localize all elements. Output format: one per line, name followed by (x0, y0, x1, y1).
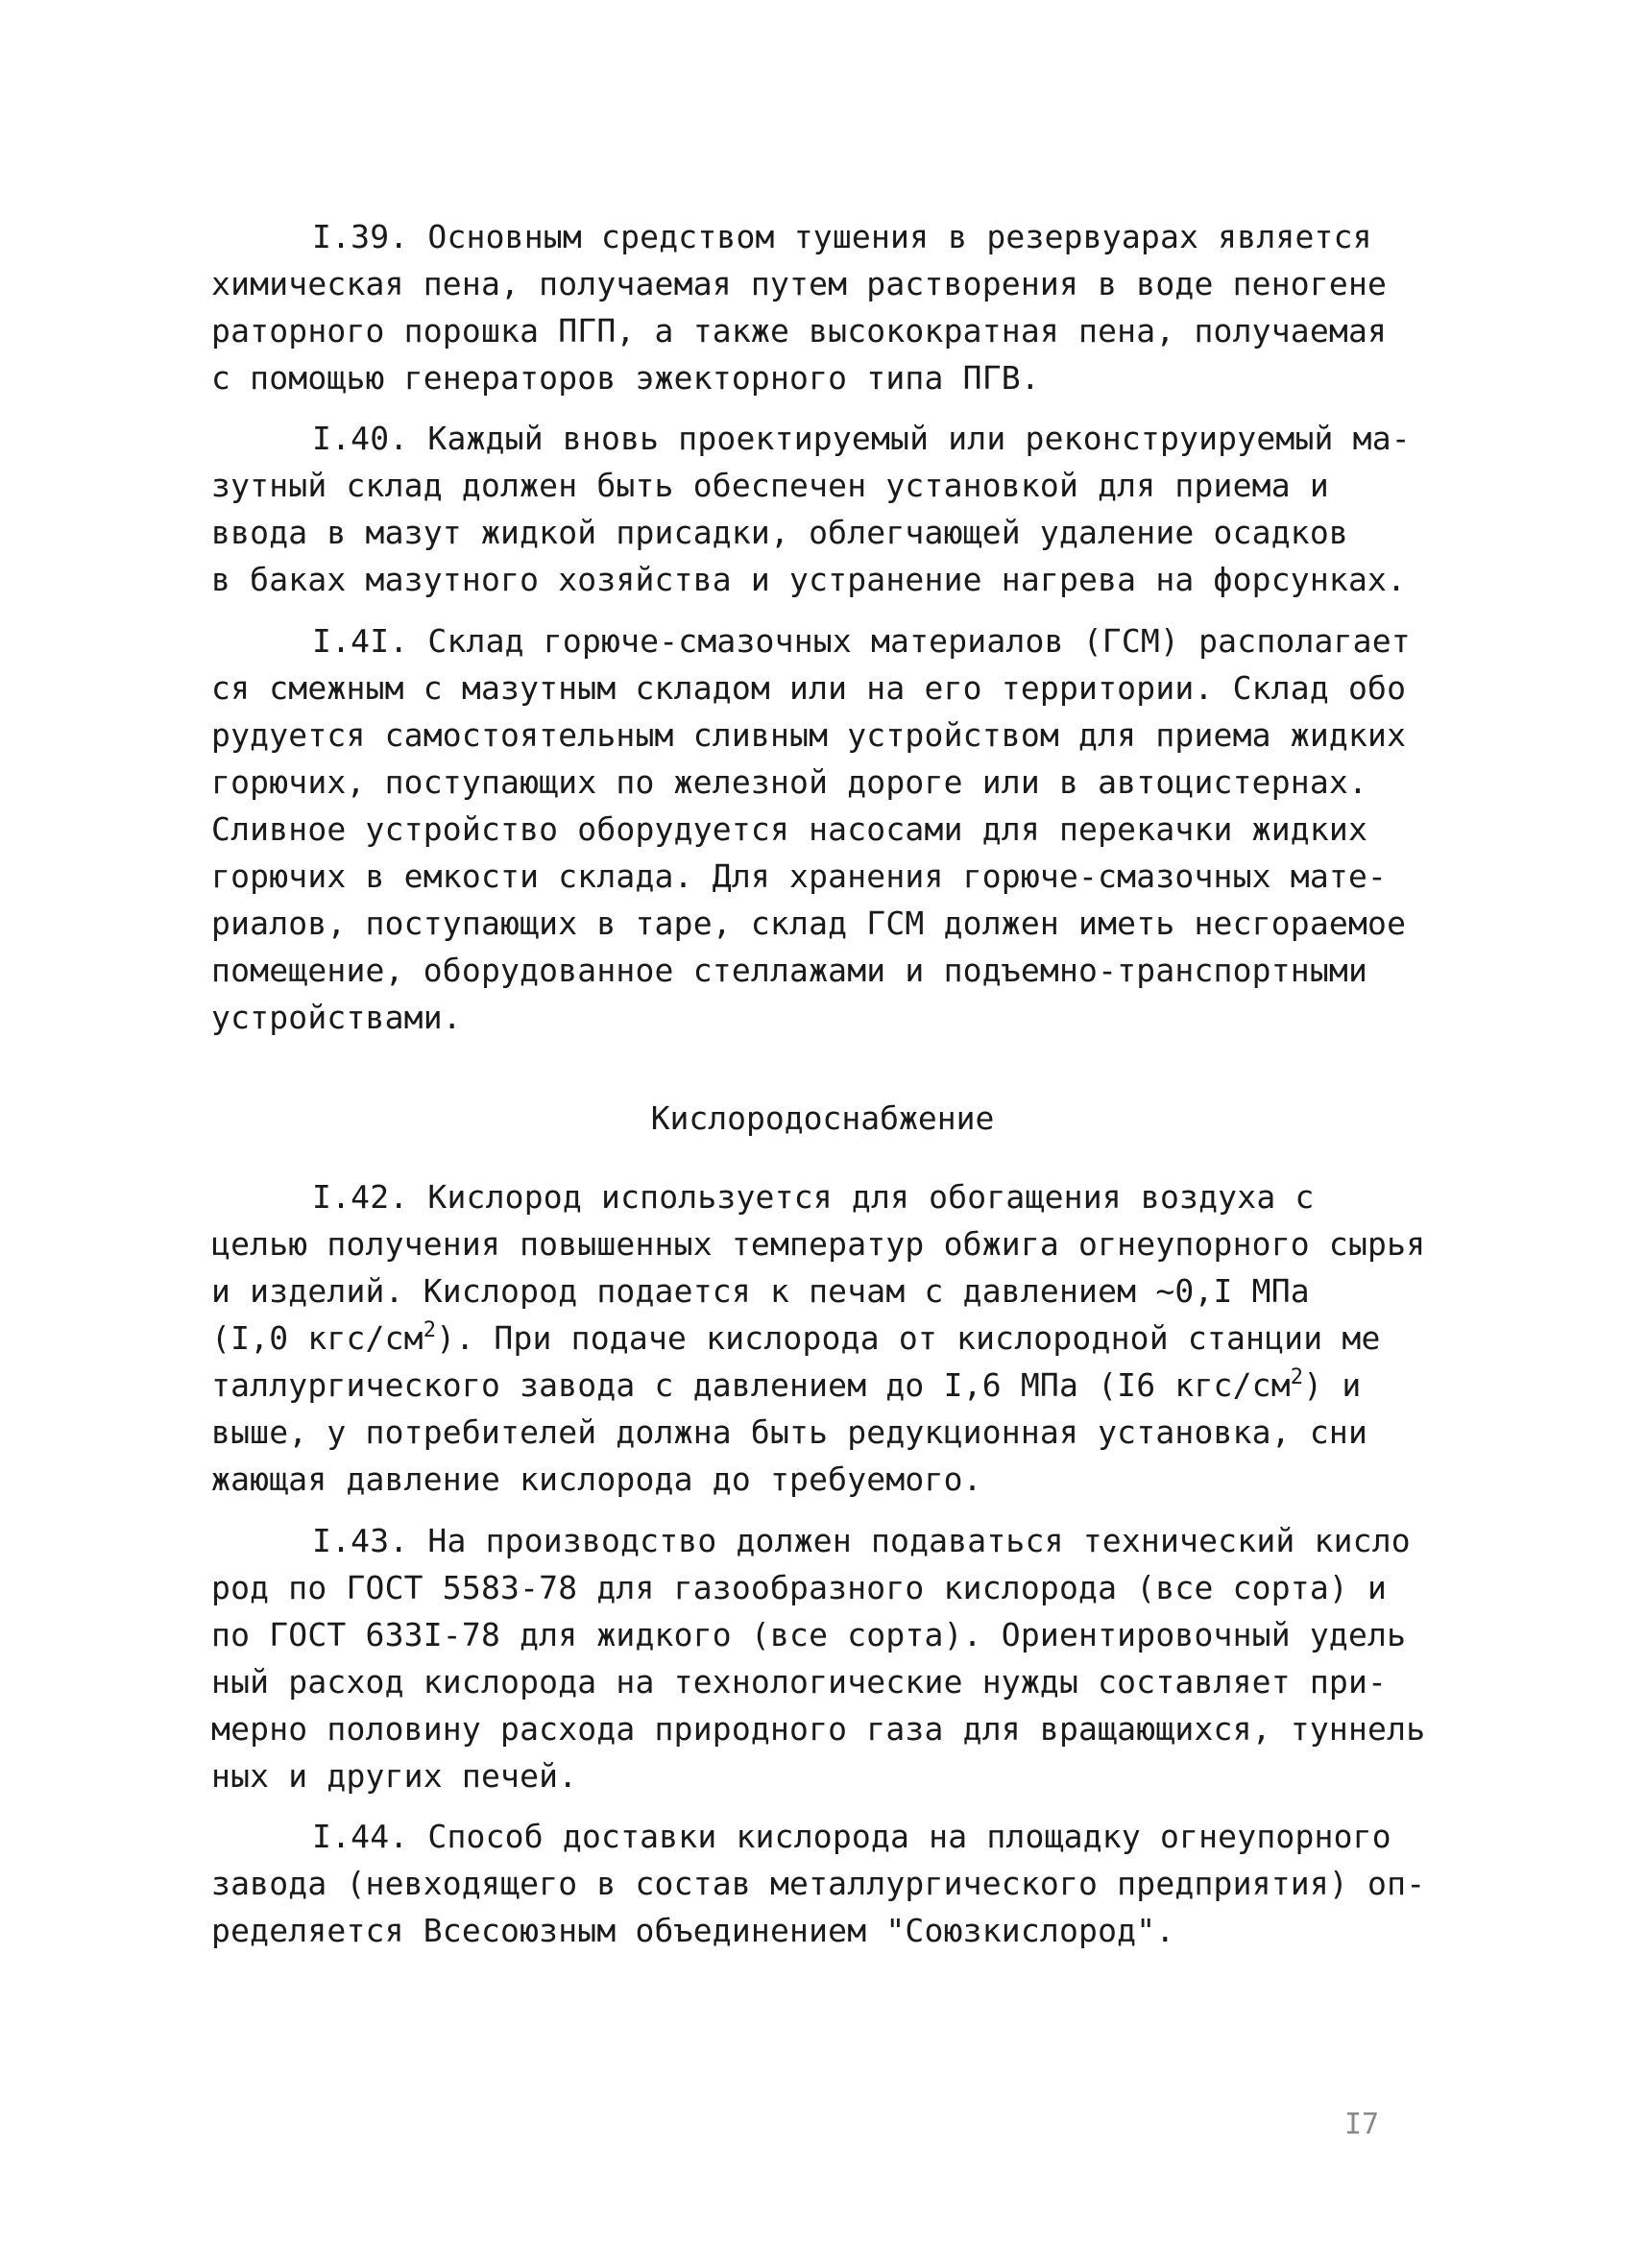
superscript: 2 (423, 1318, 437, 1342)
text-fragment: ) и (1303, 1366, 1362, 1404)
text-fragment: (I,0 кгс/см (211, 1319, 423, 1357)
text-line: I.44. Способ доставки кислорода на площадку огнеупорного (312, 1818, 1391, 1855)
superscript: 2 (1290, 1365, 1304, 1389)
paragraph-1-40 (211, 415, 1421, 603)
text-line: по ГОСТ 633I-78 для жидкого (все сорта). Ориентировочный удель (211, 1616, 1407, 1653)
text-line: устройствами. (211, 999, 462, 1036)
text-line: I.43. На производство должен подаваться технический кисло (312, 1522, 1411, 1559)
text-line: ввода в мазут жидкой присадки, облегчающей удаление осадков (211, 514, 1348, 551)
paragraph-1-42 (211, 1173, 1426, 1503)
paragraph-1-44 (211, 1813, 1426, 1954)
text-line: Сливное устройство оборудуется насосами для перекачки жидких (211, 810, 1368, 848)
page-number: I7 (1344, 2108, 1380, 2141)
text-line: ных и других печей. (211, 1757, 578, 1795)
paragraph-1-39 (211, 213, 1421, 401)
text-line: жающая давление кислорода до требуемого. (211, 1460, 982, 1498)
section-heading: Кислородоснабжение (650, 1099, 995, 1137)
text-line: I.4I. Склад горюче-смазочных материалов (ГСМ) располагает (312, 622, 1411, 660)
text-line: ный расход кислорода на технологические нужды составляет при- (211, 1663, 1388, 1701)
text-line: целью получения повышенных температур обжига огнеупорного сырья (211, 1225, 1426, 1263)
text-line: горючих в емкости склада. Для хранения горюче-смазочных мате- (211, 857, 1388, 895)
paragraph-1-43 (211, 1517, 1426, 1799)
text-line: зутный склад должен быть обеспечен установкой для приема и (211, 467, 1329, 504)
text-line: риалов, поступающих в таре, склад ГСМ должен иметь несгораемое (211, 905, 1407, 942)
text-line: и изделий. Кислород подается к печам с давлением ~0,I МПа (211, 1272, 1310, 1310)
text-line: I.42. Кислород используется для обогащения воздуха с (312, 1178, 1315, 1216)
text-line: ределяется Всесоюзным объединением "Союзкислород". (211, 1912, 1175, 1949)
text-line: род по ГОСТ 5583-78 для газообразного кислорода (все сорта) и (211, 1569, 1388, 1606)
text-line: выше, у потребителей должна быть редукционная установка, сни (211, 1413, 1368, 1451)
text-line: раторного порошка ПГП, а также высокократная пена, получаемая (211, 312, 1388, 350)
text-fragment: ). При подаче кислорода от кислородной станции ме (436, 1319, 1381, 1357)
text-line: в баках мазутного хозяйства и устранение нагрева на форсунках. (211, 561, 1407, 598)
text-line: помещение, оборудованное стеллажами и подъемно-транспортными (211, 952, 1368, 989)
text-line: I.40. Каждый вновь проектируемый или реконструируемый ма- (312, 420, 1411, 457)
text-fragment: таллургического завода с давлением до I,6 МПа (I6 кгс/см (211, 1366, 1291, 1404)
text-line: с помощью генераторов эжекторного типа ПГВ. (211, 359, 1040, 397)
text-line: I.39. Основным средством тушения в резервуарах является (312, 218, 1372, 255)
text-line (211, 1362, 1421, 1409)
text-line: рудуется самостоятельным сливным устройством для приема жидких (211, 716, 1407, 754)
text-line: химическая пена, получаемая путем растворения в воде пеногене (211, 265, 1388, 302)
text-line: мерно половину расхода природного газа для вращающихся, туннель (211, 1710, 1426, 1748)
text-line (211, 1315, 1421, 1362)
text-line: горючих, поступающих по железной дороге или в автоцистернах. (211, 763, 1368, 801)
paragraph-1-41 (211, 617, 1421, 1041)
text-line: ся смежным с мазутным складом или на его территории. Склад обо (211, 669, 1407, 707)
text-line: завода (невходящего в состав металлургического предприятия) оп- (211, 1865, 1426, 1902)
